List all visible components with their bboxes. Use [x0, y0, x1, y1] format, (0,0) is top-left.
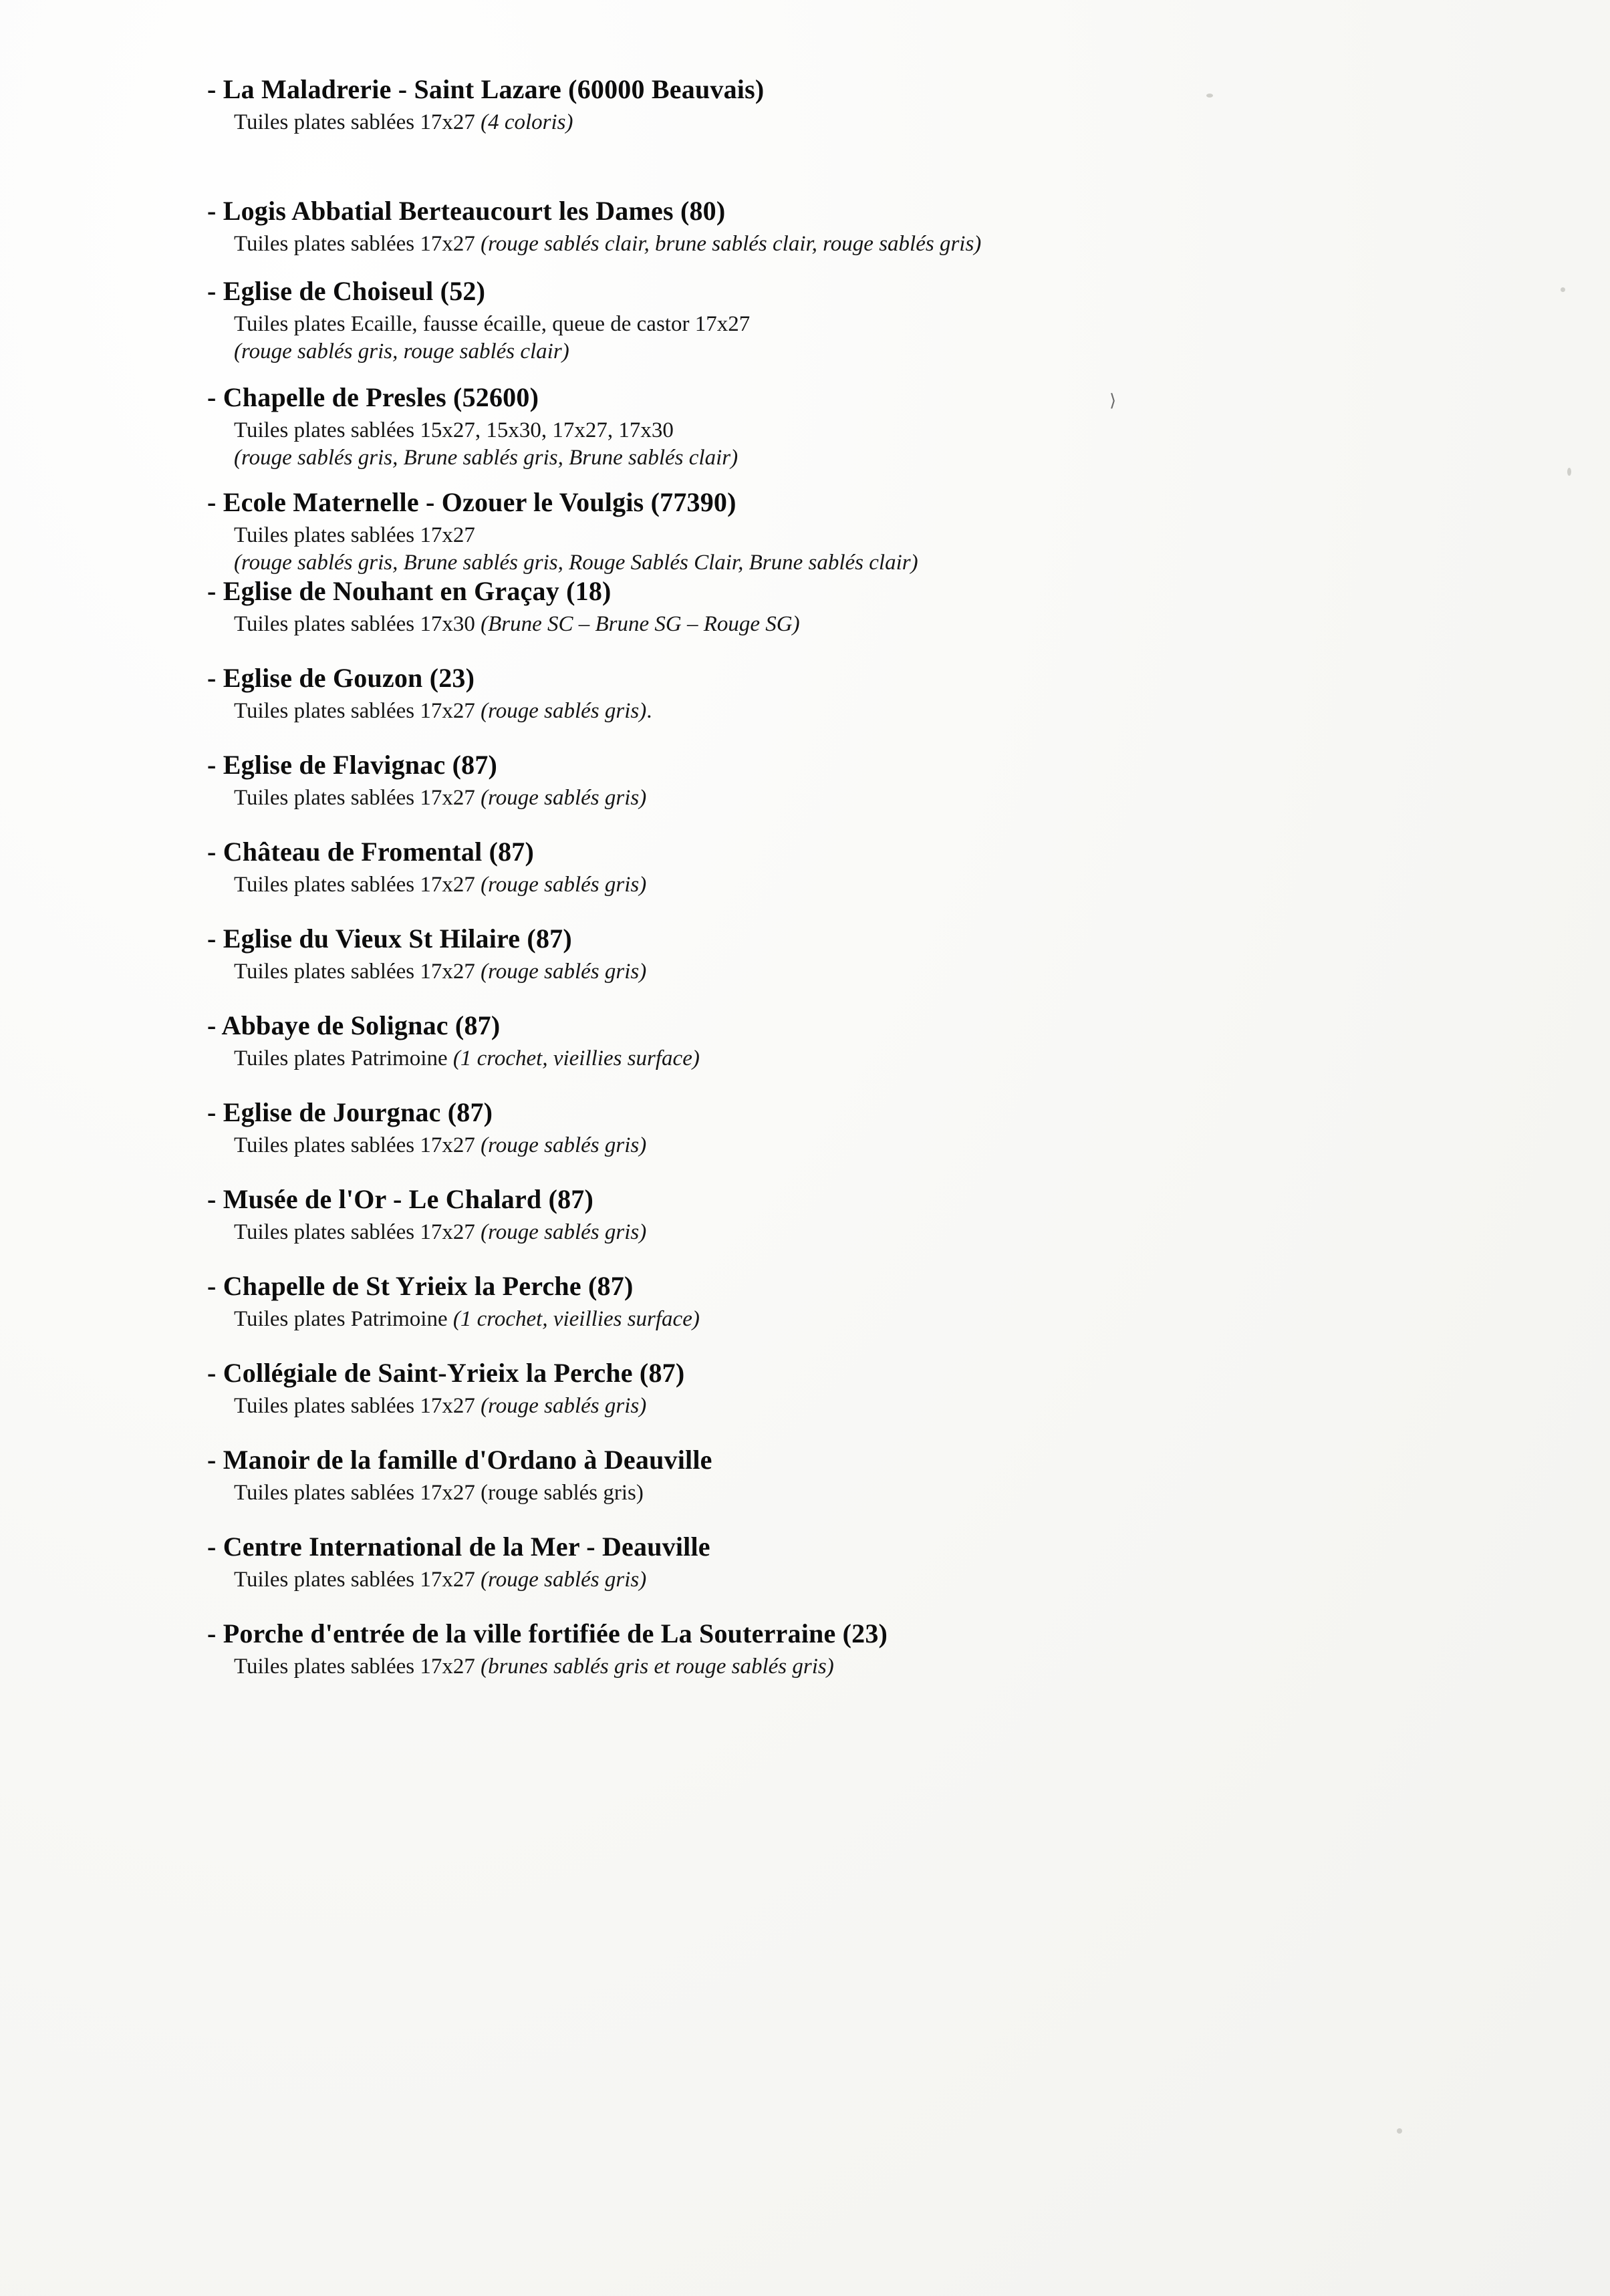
- entry-description-colors: (rouge sablés clair, brune sablés clair, rouge sablés gris): [481, 232, 982, 256]
- entry-description-plain: Tuiles plates sablées 17x27: [234, 960, 481, 984]
- entry-description: [234, 1481, 1403, 1505]
- entry-description-plain: Tuiles plates sablées 17x27: [234, 523, 475, 547]
- entry-title: - Eglise de Choiseul (52): [207, 276, 486, 306]
- reference-entry: [200, 1531, 1403, 1592]
- entry-description-colors: (rouge sablés gris): [481, 699, 647, 723]
- entry-description-colors: (rouge sablés gris): [481, 1394, 647, 1418]
- reference-entry: [200, 275, 1403, 364]
- reference-entry: [200, 486, 1403, 575]
- reference-entry: [200, 1097, 1403, 1158]
- entry-description-plain: Tuiles plates Patrimoine: [234, 1046, 453, 1070]
- reference-entry: [200, 1270, 1403, 1332]
- entry-description-plain: Tuiles plates sablées 17x27: [234, 786, 481, 810]
- entry-description: [234, 418, 1403, 443]
- reference-entry: [200, 575, 1403, 637]
- entry-title: - Centre International de la Mer - Deauville: [207, 1532, 710, 1562]
- entry-description-plain: Tuiles plates sablées 17x30: [234, 612, 481, 636]
- entry-title: - Chapelle de Presles (52600): [207, 382, 539, 412]
- reference-entry: [200, 1444, 1403, 1505]
- entry-description-plain: Tuiles plates sablées 17x27 (rouge sablés gris): [234, 1481, 644, 1505]
- entry-description-colors: (rouge sablés gris): [481, 960, 647, 984]
- entry-description: [234, 312, 1403, 337]
- entry-description-plain: Tuiles plates sablées 17x27: [234, 1568, 481, 1592]
- entry-description-colors-line: (rouge sablés gris, rouge sablés clair): [234, 339, 569, 364]
- entry-description: [234, 1220, 1403, 1245]
- entry-description-plain: Tuiles plates sablées 17x27: [234, 1394, 481, 1418]
- reference-entry: [200, 1357, 1403, 1419]
- stray-ink-mark: ⟩: [1109, 391, 1117, 410]
- entry-description: [234, 699, 1403, 724]
- entry-description-colors: (rouge sablés gris): [481, 1220, 647, 1244]
- reference-entry: [200, 749, 1403, 811]
- reference-entry: [200, 923, 1403, 984]
- entry-title: - La Maladrerie - Saint Lazare (60000 Beauvais): [207, 74, 765, 104]
- entry-description-plain: Tuiles plates sablées 17x27: [234, 873, 481, 897]
- entry-title: - Eglise de Gouzon (23): [207, 663, 475, 693]
- entry-description-plain: Tuiles plates sablées 17x27: [234, 1220, 481, 1244]
- entry-title: - Eglise du Vieux St Hilaire (87): [207, 923, 572, 954]
- entry-title: - Château de Fromental (87): [207, 837, 535, 867]
- entry-description: [234, 612, 1403, 637]
- entry-description-plain: Tuiles plates sablées 17x27: [234, 1655, 481, 1679]
- entry-title: - Eglise de Flavignac (87): [207, 750, 498, 780]
- entry-title: - Eglise de Jourgnac (87): [207, 1097, 493, 1127]
- scan-speck: [1567, 468, 1571, 476]
- entry-description-suffix: .: [646, 699, 652, 723]
- entry-description: [234, 873, 1403, 897]
- entry-description-plain: Tuiles plates sablées 15x27, 15x30, 17x27, 17x30: [234, 418, 674, 442]
- entry-description-colors: (rouge sablés gris): [481, 786, 647, 810]
- entry-description-plain: Tuiles plates sablées 17x27: [234, 699, 481, 723]
- entry-description-colors: (1 crochet, vieillies surface): [452, 1307, 700, 1331]
- entry-title: - Ecole Maternelle - Ozouer le Voulgis (77390): [207, 487, 736, 517]
- entry-description-colors: (rouge sablés gris): [481, 1133, 647, 1157]
- document-body: [200, 74, 1403, 1679]
- reference-entry: [200, 195, 1403, 257]
- entry-description: [234, 1046, 1403, 1071]
- entry-title: - Chapelle de St Yrieix la Perche (87): [207, 1271, 634, 1301]
- scan-speck: [1397, 2128, 1402, 2134]
- entry-title: - Abbaye de Solignac (87): [207, 1010, 501, 1040]
- entry-description: [234, 523, 1403, 548]
- entry-description: [234, 1655, 1403, 1679]
- entry-description-plain: Tuiles plates sablées 17x27: [234, 1133, 481, 1157]
- entry-description-colors: (brunes sablés gris et rouge sablés gris): [481, 1655, 834, 1679]
- entry-description: [234, 110, 1403, 135]
- reference-entry: [200, 662, 1403, 724]
- entry-title: - Musée de l'Or - Le Chalard (87): [207, 1184, 594, 1214]
- entry-description-colors-line: (rouge sablés gris, Brune sablés gris, Rouge Sablés Clair, Brune sablés clair): [234, 551, 918, 575]
- entry-description-colors: (1 crochet, vieillies surface): [452, 1046, 700, 1070]
- entry-description: [234, 232, 1403, 257]
- scan-speck: [1561, 287, 1565, 292]
- entry-description: [234, 1307, 1403, 1332]
- reference-entry: [200, 1618, 1403, 1679]
- entry-title: - Porche d'entrée de la ville fortifiée de La Souterraine (23): [207, 1618, 888, 1648]
- entry-title: - Manoir de la famille d'Ordano à Deauville: [207, 1445, 712, 1475]
- entry-description-colors-line: (rouge sablés gris, Brune sablés gris, Brune sablés clair): [234, 446, 739, 470]
- entry-description: [234, 1568, 1403, 1592]
- reference-entry: [200, 836, 1403, 897]
- entry-description: [234, 786, 1403, 811]
- entry-description-colors: (rouge sablés gris): [481, 873, 647, 897]
- entry-description-plain: Tuiles plates sablées 17x27: [234, 232, 481, 256]
- scan-speck: [1206, 94, 1213, 98]
- entry-description-plain: Tuiles plates Patrimoine: [234, 1307, 453, 1331]
- entry-title: - Eglise de Nouhant en Graçay (18): [207, 576, 612, 606]
- entry-description-colors: (Brune SC – Brune SG – Rouge SG): [481, 612, 800, 636]
- reference-entry: [200, 1010, 1403, 1071]
- entry-description-plain: Tuiles plates Ecaille, fausse écaille, queue de castor 17x27: [234, 312, 751, 336]
- entry-description-colors: (rouge sablés gris): [481, 1568, 647, 1592]
- reference-entry: [200, 1183, 1403, 1245]
- entry-description-plain: Tuiles plates sablées 17x27: [234, 110, 481, 134]
- entry-description: [234, 960, 1403, 984]
- entry-title: - Collégiale de Saint-Yrieix la Perche (87): [207, 1358, 685, 1388]
- entry-description-colors: (4 coloris): [481, 110, 573, 134]
- reference-entry: [200, 74, 1403, 135]
- entry-description: [234, 1394, 1403, 1419]
- entry-title: - Logis Abbatial Berteaucourt les Dames (80): [207, 196, 726, 226]
- entry-description: [234, 1133, 1403, 1158]
- reference-entry: [200, 382, 1403, 470]
